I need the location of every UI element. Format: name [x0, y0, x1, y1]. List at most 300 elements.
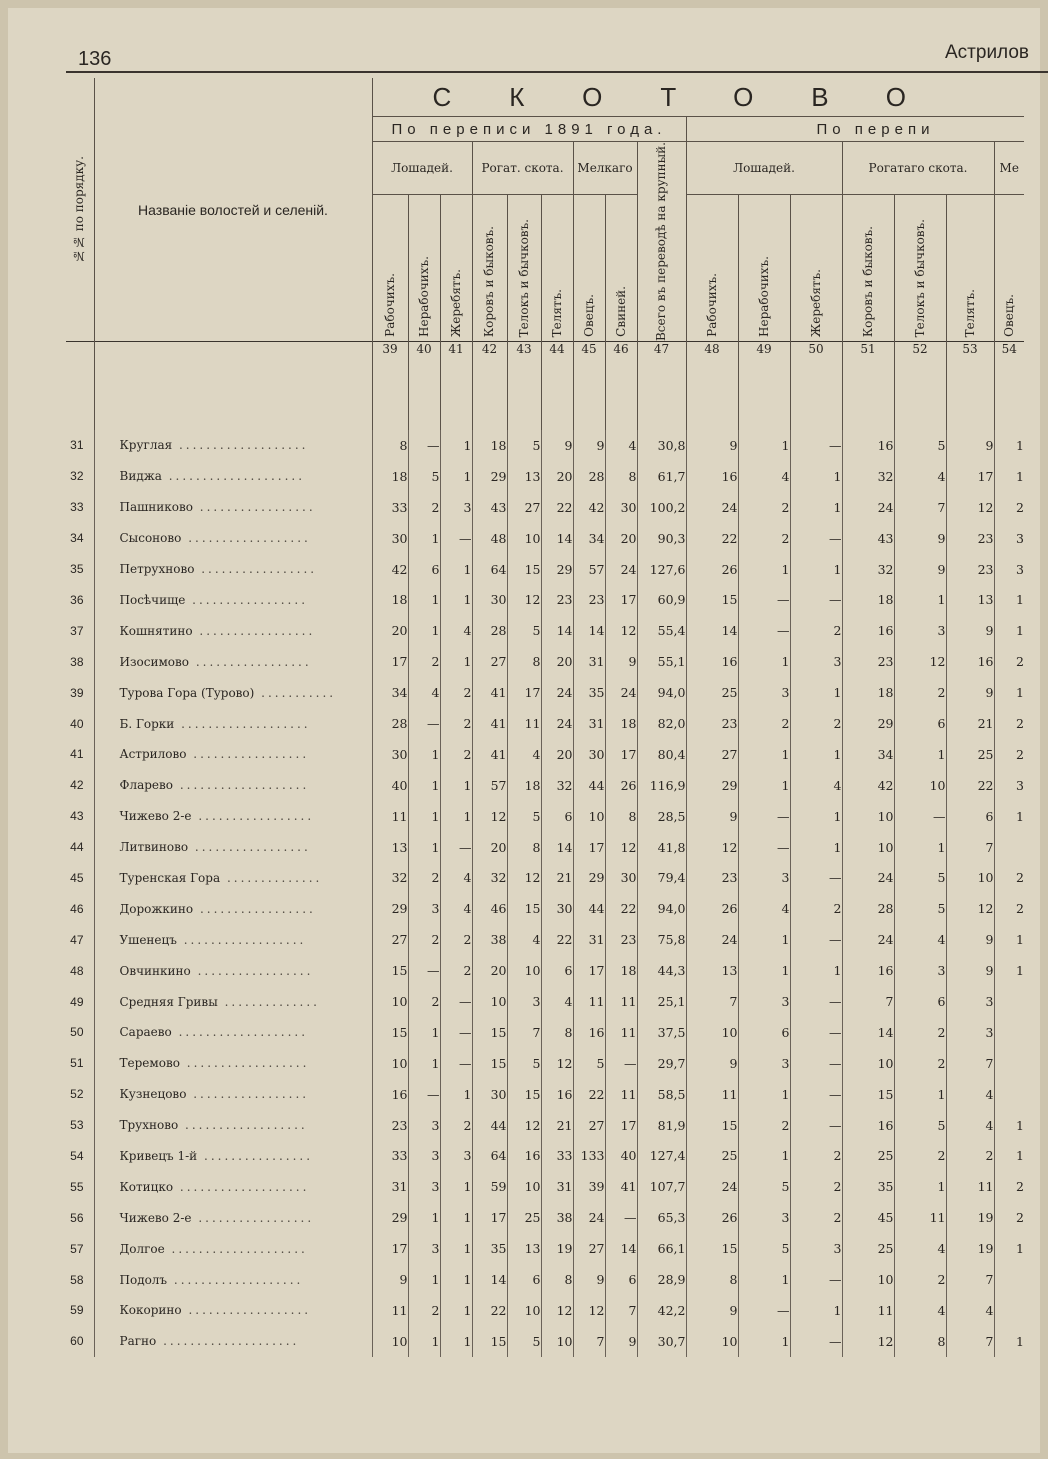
column-number: 45 [573, 342, 605, 431]
header-rule [66, 71, 1048, 73]
table-cell: 2 [790, 893, 842, 924]
row-number: 36 [70, 592, 84, 607]
table-cell: 9 [946, 955, 994, 986]
table-cell: 2 [790, 1171, 842, 1202]
table-cell: 18 [472, 430, 507, 461]
settlement-name-cell [94, 708, 372, 739]
table-cell: 16 [686, 646, 738, 677]
table-cell: 35 [472, 1233, 507, 1264]
table-cell: 57 [472, 770, 507, 801]
table-cell: 3 [946, 986, 994, 1017]
table-cell: 14 [605, 1233, 637, 1264]
row-number: 40 [70, 716, 84, 731]
table-cell: 9 [946, 924, 994, 955]
table-cell: 2 [408, 986, 440, 1017]
table-cell: 31 [573, 708, 605, 739]
table-cell: — [790, 585, 842, 616]
leader-dots: ................. [194, 562, 318, 577]
row-number: 59 [70, 1303, 84, 1318]
table-cell: 1 [994, 1141, 1024, 1172]
table-cell: 22 [605, 893, 637, 924]
table-cell: 11 [842, 1295, 894, 1326]
column-number: 53 [946, 342, 994, 431]
table-cell: — [790, 986, 842, 1017]
table-cell: 5 [507, 430, 541, 461]
table-cell: 15 [686, 1233, 738, 1264]
table-cell: 6 [541, 801, 573, 832]
group-cattle-2: Рогатаго скота. [842, 142, 994, 195]
table-cell: 25,1 [637, 986, 686, 1017]
table-cell: 1 [738, 1141, 790, 1172]
settlement-name: Сысоново [119, 531, 182, 546]
table-cell: 13 [946, 585, 994, 616]
leader-dots: .................. [179, 1056, 310, 1071]
table-cell: 1 [408, 770, 440, 801]
table-cell: 15 [372, 1017, 408, 1048]
table-cell: 21 [541, 863, 573, 894]
table-row [66, 832, 1024, 863]
settlement-name: Б. Горки [119, 716, 175, 731]
table-cell: 8 [605, 461, 637, 492]
table-row [66, 677, 1024, 708]
leader-dots: ................. [192, 500, 316, 515]
column-number: 44 [541, 342, 573, 431]
table-cell: 3 [440, 492, 472, 523]
leader-dots: ................... [172, 438, 309, 453]
table-cell: 10 [372, 1048, 408, 1079]
group-horses-2: Лошадей. [686, 142, 842, 195]
settlement-name: Рагно [119, 1334, 157, 1349]
table-cell: 1 [994, 430, 1024, 461]
table-cell: 7 [686, 986, 738, 1017]
table-row [66, 461, 1024, 492]
table-cell: 5 [738, 1233, 790, 1264]
subheader-cell: Овецъ. [573, 195, 605, 342]
table-cell: 9 [573, 430, 605, 461]
table-cell: 30 [573, 739, 605, 770]
subheader-cell: Коровъ и быковъ. [842, 195, 894, 342]
table-cell: 34 [573, 523, 605, 554]
table-cell: 8 [605, 801, 637, 832]
column-number: 51 [842, 342, 894, 431]
table-cell: 3 [408, 1233, 440, 1264]
table-cell: 12 [541, 1048, 573, 1079]
settlement-name-cell [94, 1171, 372, 1202]
table-cell: 3 [994, 770, 1024, 801]
table-cell: 10 [507, 1171, 541, 1202]
table-cell: 32 [472, 863, 507, 894]
table-cell: 1 [440, 430, 472, 461]
table-cell: 12 [605, 615, 637, 646]
table-cell: 3 [894, 955, 946, 986]
table-cell: — [790, 1017, 842, 1048]
table-cell: 1 [994, 585, 1024, 616]
table-cell: 3 [408, 1171, 440, 1202]
table-cell: 2 [790, 708, 842, 739]
table-cell: 18 [842, 677, 894, 708]
table-cell: 2 [790, 1202, 842, 1233]
census-1891-header: По переписи 1891 года. [372, 117, 686, 142]
table-cell: 1 [994, 801, 1024, 832]
table-cell: — [894, 801, 946, 832]
table-cell: 23 [541, 585, 573, 616]
table-cell: 1 [994, 955, 1024, 986]
leader-dots: ................. [188, 840, 311, 855]
table-row [66, 986, 1024, 1017]
settlement-name-cell [94, 523, 372, 554]
table-cell: 2 [408, 924, 440, 955]
table-cell: 9 [541, 430, 573, 461]
table-cell: 1 [894, 1079, 946, 1110]
table-cell: 2 [994, 893, 1024, 924]
table-cell: 16 [842, 615, 894, 646]
column-number: 39 [372, 342, 408, 431]
row-number: 45 [70, 870, 84, 885]
page-number: 136 [78, 48, 112, 70]
table-cell: 1 [440, 1079, 472, 1110]
table-cell: 3 [408, 1110, 440, 1141]
table-cell: 8 [894, 1326, 946, 1357]
table-cell: 64 [472, 554, 507, 585]
table-cell: 7 [946, 1264, 994, 1295]
table-cell: 5 [408, 461, 440, 492]
table-cell: 3 [507, 986, 541, 1017]
table-cell: 4 [440, 615, 472, 646]
settlement-name-cell [94, 1295, 372, 1326]
table-cell: 10 [842, 1264, 894, 1295]
table-cell [994, 1079, 1024, 1110]
table-cell: 28 [372, 708, 408, 739]
row-number: 42 [70, 778, 84, 793]
table-cell: 42,2 [637, 1295, 686, 1326]
table-cell: 11 [372, 1295, 408, 1326]
table-cell: 4 [440, 893, 472, 924]
table-cell: 127,4 [637, 1141, 686, 1172]
column-number: 49 [738, 342, 790, 431]
table-cell: 16 [842, 430, 894, 461]
table-cell: 24 [842, 863, 894, 894]
table-cell: 34 [372, 677, 408, 708]
table-cell: — [408, 1079, 440, 1110]
table-cell: 16 [686, 461, 738, 492]
settlement-name-cell [94, 430, 372, 461]
table-cell: — [790, 1264, 842, 1295]
table-cell: 27 [472, 646, 507, 677]
settlement-name-cell [94, 492, 372, 523]
table-cell: 15 [842, 1079, 894, 1110]
row-number: 60 [70, 1334, 84, 1349]
table-cell: 8 [541, 1264, 573, 1295]
table-cell: 22 [541, 492, 573, 523]
table-cell: 2 [440, 677, 472, 708]
column-number: 52 [894, 342, 946, 431]
table-cell: 2 [408, 863, 440, 894]
table-cell: 1 [440, 1264, 472, 1295]
table-cell: 23 [946, 523, 994, 554]
settlement-name: Литвиново [119, 840, 189, 855]
name-header: Названіе волостей и селеній. [94, 78, 372, 342]
table-cell: 6 [541, 955, 573, 986]
table-cell: 1 [440, 1233, 472, 1264]
table-cell: 15 [686, 585, 738, 616]
table-cell: 1 [408, 585, 440, 616]
settlement-name: Кошнятино [119, 623, 193, 638]
table-row [66, 615, 1024, 646]
subheader-cell: Свиней. [605, 195, 637, 342]
leader-dots: ................. [190, 963, 314, 978]
table-cell: 22 [946, 770, 994, 801]
table-cell: 9 [686, 1048, 738, 1079]
leader-dots: .................. [176, 932, 307, 947]
column-number: 50 [790, 342, 842, 431]
table-cell: 12 [946, 893, 994, 924]
subheader-cell: Жеребятъ. [790, 195, 842, 342]
table-row [66, 770, 1024, 801]
table-cell: 12 [946, 492, 994, 523]
table-cell: 16 [541, 1079, 573, 1110]
table-cell: 82,0 [637, 708, 686, 739]
table-row [66, 554, 1024, 585]
table-cell: 44 [573, 893, 605, 924]
table-cell: 5 [894, 1110, 946, 1141]
table-cell: 38 [472, 924, 507, 955]
leader-dots: .................. [181, 531, 311, 546]
table-cell: 9 [605, 646, 637, 677]
table-cell: 27 [686, 739, 738, 770]
table-cell: — [440, 986, 472, 1017]
table-cell: 24 [686, 1171, 738, 1202]
table-cell: 59 [472, 1171, 507, 1202]
table-cell: 32 [372, 863, 408, 894]
table-cell: 15 [507, 554, 541, 585]
table-cell: 116,9 [637, 770, 686, 801]
table-cell: 14 [842, 1017, 894, 1048]
table-row [66, 708, 1024, 739]
table-cell: 2 [738, 708, 790, 739]
table-cell: 41 [472, 708, 507, 739]
table-cell: 34 [842, 739, 894, 770]
table-cell: 27 [573, 1233, 605, 1264]
table-cell: 12 [541, 1295, 573, 1326]
settlement-name-cell [94, 1110, 372, 1141]
settlement-name: Трухново [119, 1118, 179, 1133]
leader-dots: ................. [189, 654, 312, 669]
table-cell: 29 [686, 770, 738, 801]
table-cell: 23 [605, 924, 637, 955]
table-cell [994, 1017, 1024, 1048]
table-cell: 25 [842, 1141, 894, 1172]
table-cell: 25 [507, 1202, 541, 1233]
leader-dots: .............. [217, 994, 320, 1009]
table-cell: 1 [738, 1079, 790, 1110]
subheader-cell: Рабочихъ. [372, 195, 408, 342]
table-cell: 1 [994, 1326, 1024, 1357]
table-cell: 22 [573, 1079, 605, 1110]
leader-dots: ................... [171, 1025, 309, 1040]
table-cell: 43 [472, 492, 507, 523]
row-number: 47 [70, 932, 84, 947]
table-cell: 1 [894, 585, 946, 616]
table-cell: 3 [440, 1141, 472, 1172]
table-cell: 17 [372, 646, 408, 677]
table-cell: 4 [894, 461, 946, 492]
table-cell: 10 [842, 832, 894, 863]
settlement-name-cell [94, 1079, 372, 1110]
subheader-cell: Жеребятъ. [440, 195, 472, 342]
table-cell: 5 [894, 430, 946, 461]
settlement-name: Долгое [119, 1241, 165, 1256]
table-cell: 28 [842, 893, 894, 924]
settlement-name-cell [94, 461, 372, 492]
table-cell: 24 [541, 677, 573, 708]
table-cell: 1 [738, 1264, 790, 1295]
table-row [66, 1141, 1024, 1172]
leader-dots: ................. [192, 623, 316, 638]
table-cell: 24 [842, 924, 894, 955]
table-cell: 5 [573, 1048, 605, 1079]
table-cell: 6 [408, 554, 440, 585]
table-cell: 18 [605, 955, 637, 986]
table-cell: 19 [946, 1202, 994, 1233]
table-row [66, 585, 1024, 616]
table-cell: 10 [842, 801, 894, 832]
table-cell: 30 [472, 585, 507, 616]
table-cell: — [440, 523, 472, 554]
table-cell: 10 [507, 523, 541, 554]
table-cell: 2 [440, 955, 472, 986]
settlement-name: Посѣчище [119, 592, 186, 607]
table-cell: 4 [894, 924, 946, 955]
table-cell: 48 [472, 523, 507, 554]
table-row [66, 1233, 1024, 1264]
table-body [66, 430, 1024, 1357]
table-cell: 25 [686, 677, 738, 708]
table-cell: 1 [440, 585, 472, 616]
table-cell: 20 [372, 615, 408, 646]
table-cell: 44,3 [637, 955, 686, 986]
column-number: 42 [472, 342, 507, 431]
table-cell: — [440, 1048, 472, 1079]
table-cell: 3 [408, 1141, 440, 1172]
table-cell: 1 [790, 554, 842, 585]
row-number: 35 [70, 562, 84, 577]
table-cell: 13 [372, 832, 408, 863]
table-cell: 7 [507, 1017, 541, 1048]
table-cell: 2 [440, 1110, 472, 1141]
table-cell: 35 [573, 677, 605, 708]
table-row [66, 1264, 1024, 1295]
table-cell: 30 [372, 523, 408, 554]
table-cell: 2 [408, 1295, 440, 1326]
table-cell: 3 [738, 1202, 790, 1233]
table-cell: 22 [541, 924, 573, 955]
leader-dots: ................. [185, 592, 309, 607]
table-cell: 33 [541, 1141, 573, 1172]
table-cell: 27 [573, 1110, 605, 1141]
table-cell: 81,9 [637, 1110, 686, 1141]
table-cell: 79,4 [637, 863, 686, 894]
settlement-name-cell [94, 1017, 372, 1048]
table-row [66, 863, 1024, 894]
table-cell: — [790, 1079, 842, 1110]
table-cell: 4 [946, 1110, 994, 1141]
table-cell [994, 1264, 1024, 1295]
leader-dots: ................... [173, 778, 310, 793]
table-cell: 9 [573, 1264, 605, 1295]
table-cell: 55,4 [637, 615, 686, 646]
table-cell: 1 [790, 832, 842, 863]
table-cell: 37,5 [637, 1017, 686, 1048]
table-cell: 10 [573, 801, 605, 832]
table-cell: — [738, 585, 790, 616]
table-cell: 12 [507, 1110, 541, 1141]
table-cell: 6 [605, 1264, 637, 1295]
table-cell: 15 [472, 1017, 507, 1048]
table-cell: 1 [408, 1017, 440, 1048]
row-number: 34 [70, 531, 84, 546]
table-cell: — [738, 832, 790, 863]
table-cell: 4 [946, 1079, 994, 1110]
settlement-name-cell [94, 1233, 372, 1264]
settlement-name: Котицко [119, 1179, 174, 1194]
table-cell: 42 [573, 492, 605, 523]
table-cell: 18 [605, 708, 637, 739]
table-cell: 3 [738, 1048, 790, 1079]
table-cell: 20 [541, 461, 573, 492]
table-cell: 38 [541, 1202, 573, 1233]
settlement-name: Подолъ [119, 1272, 168, 1287]
table-cell: 5 [507, 615, 541, 646]
row-number: 48 [70, 963, 84, 978]
table-cell: 22 [472, 1295, 507, 1326]
table-row [66, 1326, 1024, 1357]
table-cell: 2 [738, 492, 790, 523]
subheader-cell: Нерабочихъ. [738, 195, 790, 342]
leader-dots: ........... [254, 685, 337, 700]
table-row [66, 1079, 1024, 1110]
table-cell: 14 [541, 832, 573, 863]
table-cell: 2 [408, 646, 440, 677]
row-number: 31 [70, 438, 84, 453]
table-cell: 23 [573, 585, 605, 616]
row-number: 56 [70, 1210, 84, 1225]
row-number: 44 [70, 840, 84, 855]
table-cell: 30,7 [637, 1326, 686, 1357]
table-cell: — [790, 1110, 842, 1141]
settlement-name: Чижево 2-е [119, 809, 192, 824]
table-cell: 25 [842, 1233, 894, 1264]
column-number: 48 [686, 342, 738, 431]
settlement-name-cell [94, 677, 372, 708]
table-cell: 17 [472, 1202, 507, 1233]
group-small-2: Ме [994, 142, 1024, 195]
table-cell: 2 [790, 615, 842, 646]
row-number: 49 [70, 994, 84, 1009]
table-cell: 30 [605, 492, 637, 523]
table-row [66, 924, 1024, 955]
table-cell: 11 [894, 1202, 946, 1233]
table-cell: 57 [573, 554, 605, 585]
table-cell: 127,6 [637, 554, 686, 585]
table-row [66, 430, 1024, 461]
table-cell: 12 [507, 863, 541, 894]
table-cell: 1 [408, 1048, 440, 1079]
table-cell: 12 [842, 1326, 894, 1357]
census-next-header: По перепи [686, 117, 1024, 142]
table-cell: 10 [946, 863, 994, 894]
table-cell: 18 [507, 770, 541, 801]
table-cell: 29 [472, 461, 507, 492]
